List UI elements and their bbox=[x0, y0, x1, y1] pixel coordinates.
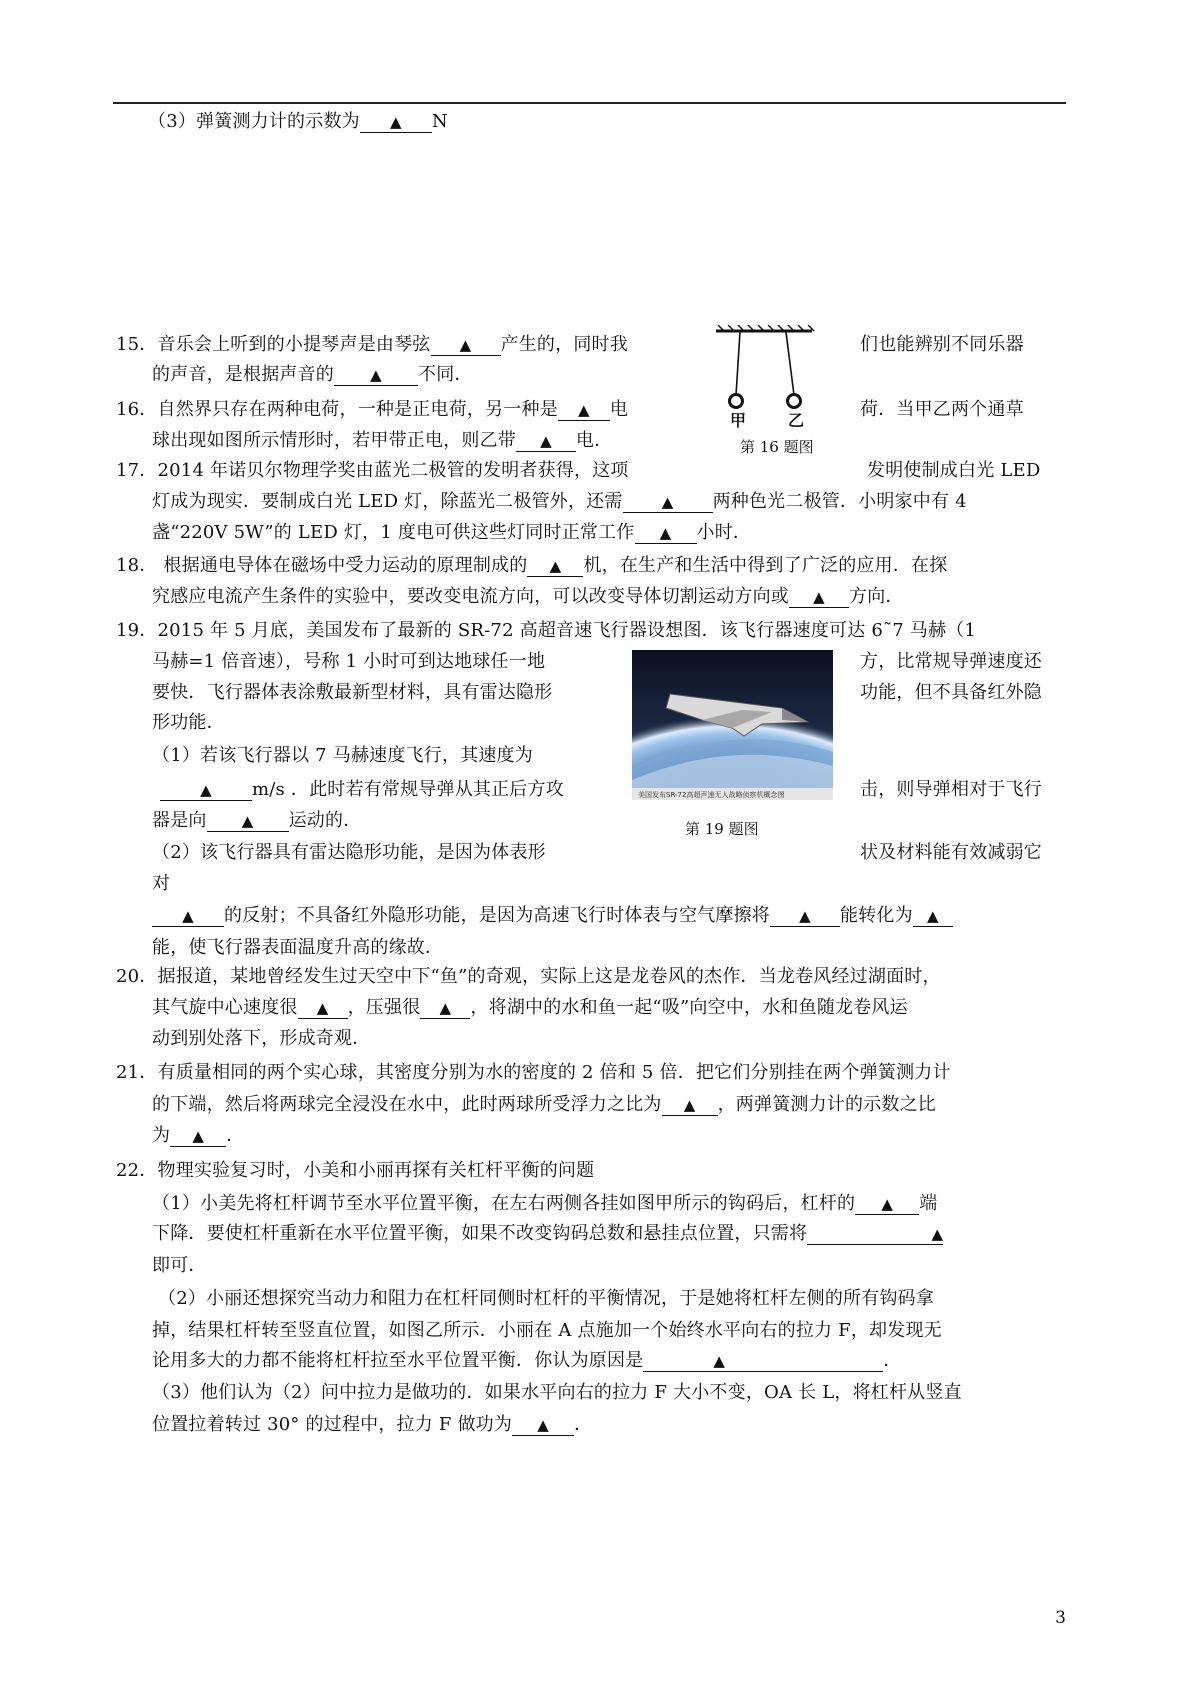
q22-line-1: 22．物理实验复习时，小美和小丽再探有关杠杆平衡的问题 bbox=[116, 1160, 595, 1181]
q19-line-2: 马赫=1 倍音速），号称 1 小时可到达地球任一地 bbox=[152, 651, 546, 672]
q15-line-1: 15．音乐会上听到的小提琴声是由琴弦 ▲ 产生的，同时我 bbox=[116, 334, 628, 355]
q19-line-8-right: 状及材料能有效减弱它 bbox=[860, 842, 1042, 863]
answer-blank[interactable]: ▲ bbox=[527, 556, 583, 577]
q19-line-3: 要快．飞行器体表涂敷最新型材料，具有雷达隐形 bbox=[152, 682, 553, 703]
answer-blank[interactable]: ▲ bbox=[170, 1126, 226, 1147]
q16-caption: 第 16 题图 bbox=[740, 438, 814, 456]
q19-line-8: （2）该飞行器具有雷达隐形功能，是因为体表形 bbox=[152, 842, 546, 863]
header-rule bbox=[113, 102, 1066, 104]
answer-blank[interactable]: ▲ bbox=[207, 811, 289, 832]
q20-line-1: 20．据报道，某地曾经发生过天空中下“鱼”的奇观，实际上这是龙卷风的杰作．当龙卷风经过湖面时， bbox=[116, 966, 941, 987]
answer-blank[interactable]: ▲ bbox=[558, 400, 610, 421]
answer-blank[interactable]: ▲ bbox=[635, 523, 697, 544]
fig-label-yi: 乙 bbox=[788, 411, 805, 430]
q19-line-7: 器是向 ▲ 运动的． bbox=[152, 810, 362, 831]
q19-line-1: 19．2015 年 5 月底，美国发布了最新的 SR-72 高超音速飞行器设想图．该飞行器速度可达 6˜7 马赫（1 bbox=[116, 620, 977, 641]
fig-label-jia: 甲 bbox=[730, 411, 747, 430]
q22-line-7: 论用多大的力都不能将杠杆拉至水平位置平衡．你认为原因是 ▲ ． bbox=[152, 1350, 902, 1371]
q18-line-1: 18． 根据通电导体在磁场中受力运动的原理制成的 ▲ 机，在生产和生活中得到了广泛的应用．在探 bbox=[116, 555, 948, 576]
page-number: 3 bbox=[1055, 1608, 1066, 1628]
answer-blank[interactable]: ▲ bbox=[855, 1194, 919, 1215]
q21-line-1: 21．有质量相同的两个实心球，其密度分别为水的密度的 2 倍和 5 倍．把它们分别挂在两个弹簧测力计 bbox=[116, 1062, 951, 1083]
answer-blank[interactable]: ▲ bbox=[662, 1095, 718, 1116]
q17-line-1-right: 发明使制成白光 LED bbox=[867, 460, 1041, 481]
answer-blank[interactable]: ▲ bbox=[643, 1351, 883, 1372]
q19-line-3-right: 功能，但不具备红外隐 bbox=[860, 682, 1042, 703]
q22-line-4: 即可． bbox=[152, 1255, 207, 1276]
q22-line-5: （2）小丽还想探究当动力和阻力在杠杆同侧时杠杆的平衡情况，于是她将杠杆左侧的所有钩码拿 bbox=[158, 1288, 935, 1309]
q15-line-1-right: 们也能辨别不同乐器 bbox=[860, 334, 1024, 355]
q21-line-2: 的下端，然后将两球完全浸没在水中，此时两球所受浮力之比为 ▲ ，两弹簧测力计的示数之比 bbox=[152, 1094, 937, 1115]
answer-blank[interactable]: ▲ bbox=[360, 112, 432, 133]
q18-line-2: 究感应电流产生条件的实验中，要改变电流方向，可以改变导体切割运动方向或 ▲ 方向． bbox=[152, 586, 904, 607]
q22-line-9: 位置拉着转过 30° 的过程中，拉力 F 做功为 ▲ ． bbox=[152, 1414, 593, 1435]
q19-line-6-right: 击，则导弹相对于飞行 bbox=[860, 779, 1042, 800]
q16-line-1-right: 荷．当甲乙两个通草 bbox=[860, 399, 1024, 420]
answer-blank[interactable]: ▲ bbox=[160, 780, 252, 801]
q20-line-3: 动到别处落下，形成奇观． bbox=[152, 1028, 371, 1049]
answer-blank[interactable]: ▲ bbox=[298, 998, 348, 1019]
q20-line-2: 其气旋中心速度很 ▲ ，压强很 ▲ ，将湖中的水和鱼一起“吸”向空中，水和鱼随龙卷风运 bbox=[152, 997, 908, 1018]
q17-line-1: 17．2014 年诺贝尔物理学奖由蓝光二极管的发明者获得，这项 bbox=[116, 460, 629, 481]
answer-blank[interactable]: ▲ bbox=[152, 906, 224, 927]
q19-image-text: 美国发布SR-72高超声速无人战略侦察机概念图 bbox=[638, 791, 785, 799]
q16-line-2: 球出现如图所示情形时，若甲带正电，则乙带 ▲ 电． bbox=[152, 430, 613, 451]
q19-line-5: （1）若该飞行器以 7 马赫速度飞行，其速度为 bbox=[152, 745, 533, 766]
answer-blank[interactable]: ▲ bbox=[512, 1415, 574, 1436]
q19-line-2-right: 方，比常规导弹速度还 bbox=[860, 651, 1042, 672]
q16-line-1: 16．自然界只存在两种电荷，一种是正电荷，另一种是 ▲ 电 bbox=[116, 399, 629, 420]
q17-line-2: 灯成为现实．要制成白光 LED 灯，除蓝光二极管外，还需 ▲ 两种色光二极管．小明家中有 4 bbox=[152, 491, 967, 512]
q17-line-3: 盏“220V 5W”的 LED 灯，1 度电可供这些灯同时正常工作 ▲ 小时． bbox=[152, 522, 752, 543]
answer-blank[interactable]: ▲ bbox=[789, 587, 849, 608]
q19-line-4: 形功能． bbox=[152, 712, 225, 733]
q19-caption: 第 19 题图 bbox=[685, 820, 759, 838]
q19-line-10: ▲ 的反射；不具备红外隐形功能，是因为高速飞行时体表与空气摩擦将 ▲ 能转化为 ▲ bbox=[152, 905, 953, 927]
q22-line-6: 掉，结果杠杆转至竖直位置，如图乙所示．小丽在 A 点施加一个始终水平向右的拉力 F，却发现无 bbox=[152, 1320, 942, 1341]
answer-blank[interactable]: ▲ bbox=[807, 1224, 943, 1245]
answer-blank[interactable]: ▲ bbox=[913, 906, 953, 927]
q19-line-6: ▲ m/s ．此时若有常规导弹从其正后方攻 bbox=[160, 779, 564, 801]
answer-blank[interactable]: ▲ bbox=[334, 365, 418, 386]
q19-line-9: 对 bbox=[152, 873, 171, 894]
answer-blank[interactable]: ▲ bbox=[623, 492, 713, 513]
q21-line-3: 为 ▲ ． bbox=[152, 1125, 245, 1146]
answer-blank[interactable]: ▲ bbox=[770, 906, 840, 927]
answer-blank[interactable]: ▲ bbox=[516, 431, 576, 452]
answer-blank[interactable]: ▲ bbox=[420, 998, 470, 1019]
q19-aircraft-image bbox=[632, 650, 833, 800]
q22-line-3: 下降．要使杠杆重新在水平位置平衡，如果不改变钩码总数和悬挂点位置，只需将 ▲ bbox=[152, 1223, 944, 1244]
q19-line-11: 能，使飞行器表面温度升高的缘故． bbox=[152, 937, 444, 958]
q14-3-line: （3）弹簧测力计的示数为 ▲ N bbox=[148, 111, 448, 132]
q22-line-2: （1）小美先将杠杆调节至水平位置平衡，在左右两侧各挂如图甲所示的钩码后，杠杆的 ▲ 端 bbox=[152, 1193, 938, 1214]
q22-line-8: （3）他们认为（2）问中拉力是做功的．如果水平向右的拉力 F 大小不变，OA 长 L，将杠杆从竖直 bbox=[152, 1382, 962, 1403]
q15-line-2: 的声音，是根据声音的 ▲ 不同． bbox=[152, 364, 473, 385]
answer-blank[interactable]: ▲ bbox=[431, 335, 501, 356]
